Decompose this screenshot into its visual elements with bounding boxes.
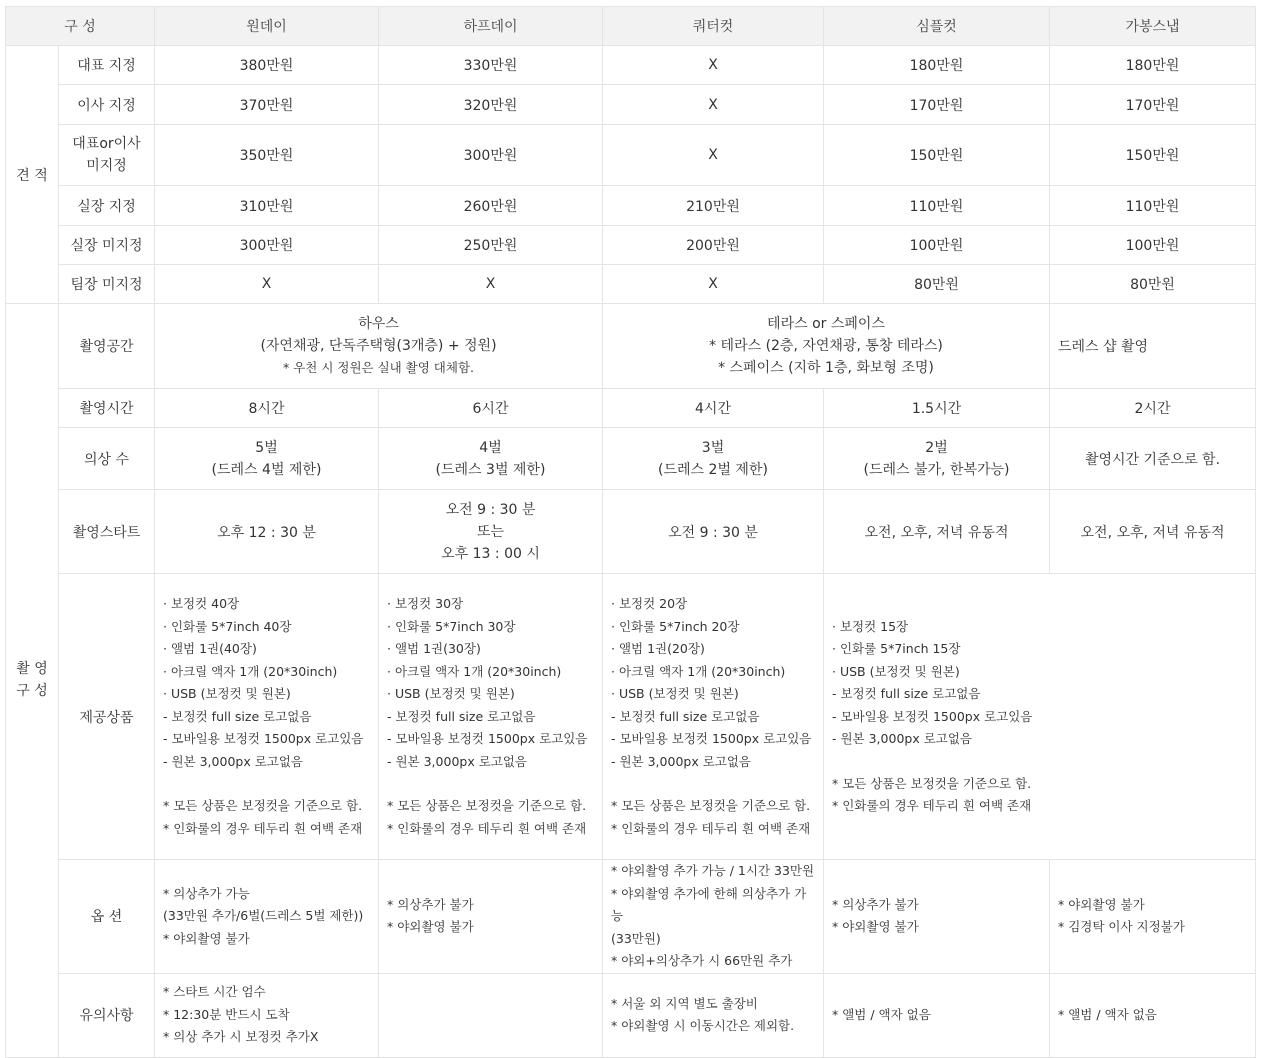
products-row [6, 574, 1256, 860]
price-table [5, 6, 1256, 1058]
row-label: 대표 지정 [59, 46, 155, 85]
options-cell [1050, 860, 1256, 974]
option-line: * 야외+의상추가 시 66만원 추가 [611, 953, 793, 968]
note-line: * 의상 추가 시 보정컷 추가X [163, 1029, 319, 1045]
house-space-cell [155, 304, 603, 389]
price-cell: 300만원 [155, 226, 379, 265]
product-line: - 보정컷 full size 로고없음 [387, 708, 536, 724]
notes-cell [603, 973, 824, 1057]
outfit-cell: 촬영시간 기준으로 함. [1050, 428, 1256, 490]
outfit-cell [379, 428, 603, 490]
option-line: * 야외촬영 불가 [387, 919, 474, 935]
product-line: · 아크릴 액자 1개 (20*30inch) [163, 663, 338, 679]
product-line: * 인화룰의 경우 테두리 흰 여백 존재 [387, 820, 587, 836]
group-label-line: 촬 영 [16, 661, 48, 678]
row-label: 실장 미지정 [59, 226, 155, 265]
row-label-line: 대표or이사 [72, 136, 141, 152]
estimate-row [6, 265, 1256, 304]
price-cell: 110만원 [1050, 186, 1256, 226]
header-simplecut: 심플컷 [824, 7, 1050, 46]
row-label: 촬영공간 [59, 304, 155, 389]
outfit-row [6, 428, 1256, 490]
option-line: * 의상추가 불가 [387, 896, 474, 912]
time-cell: 1.5시간 [824, 389, 1050, 428]
start-line: 또는 [476, 523, 505, 540]
price-cell: 260만원 [379, 186, 603, 226]
option-line: * 야외촬영 추가 가능 / 1시간 33만원 [611, 863, 815, 878]
option-line: * 김경탁 이사 지정불가 [1058, 919, 1185, 935]
blank-line [832, 751, 1247, 773]
product-line: * 인화룰의 경우 테두리 흰 여백 존재 [832, 798, 1032, 813]
product-line: · USB (보정컷 및 원본) [832, 663, 960, 679]
option-line: (33만원) [611, 930, 661, 946]
product-line: * 모든 상품은 보정컷을 기준으로 함. [387, 798, 587, 813]
estimate-row [6, 46, 1256, 85]
price-cell: 150만원 [1050, 125, 1256, 186]
product-line: · 아크릴 액자 1개 (20*30inch) [611, 663, 786, 679]
start-row [6, 490, 1256, 574]
outfit-line: (드레스 4벌 제한) [211, 461, 322, 478]
product-line: · 인화룰 5*7inch 30장 [387, 618, 516, 634]
products-cell-quarter [603, 574, 824, 860]
header-quartercut: 쿼터컷 [603, 7, 824, 46]
note-line: * 12:30분 반드시 도착 [163, 1006, 290, 1022]
group-label-line: 구 성 [16, 683, 48, 700]
product-line: · 보정컷 15장 [832, 618, 909, 634]
product-line: * 인화룰의 경우 테두리 흰 여백 존재 [611, 820, 811, 836]
outfit-cell [155, 428, 379, 490]
product-line: · USB (보정컷 및 원본) [163, 686, 291, 701]
row-label: 촬영스타트 [59, 490, 155, 574]
product-line: - 모바일용 보정컷 1500px 로고있음 [163, 731, 364, 746]
header-gabong-snap: 가봉스냅 [1050, 7, 1256, 46]
product-line: * 모든 상품은 보정컷을 기준으로 함. [611, 798, 811, 813]
space-line: * 스페이스 (지하 1층, 화보형 조명) [718, 360, 934, 376]
header-row [6, 7, 1256, 46]
outfit-line: 3벌 [701, 439, 725, 456]
product-line: - 모바일용 보정컷 1500px 로고있음 [832, 708, 1033, 724]
price-cell: X [603, 125, 824, 186]
product-line: - 모바일용 보정컷 1500px 로고있음 [387, 731, 588, 746]
product-line: - 원본 3,000px 로고없음 [832, 731, 972, 746]
product-line: · 인화룰 5*7inch 15장 [832, 641, 961, 656]
option-line: * 야외촬영 추가에 한해 의상추가 가능 [611, 885, 807, 923]
option-line: * 의상추가 가능 [163, 885, 250, 901]
space-line: (자연채광, 단독주택형(3개층) + 정원) [260, 337, 497, 354]
price-cell: 250만원 [379, 226, 603, 265]
price-cell: 370만원 [155, 85, 379, 125]
option-line: * 의상추가 불가 [832, 896, 919, 912]
price-cell: 170만원 [824, 85, 1050, 125]
price-cell: 210만원 [603, 186, 824, 226]
product-line: - 보정컷 full size 로고없음 [163, 708, 312, 724]
row-label-line: 미지정 [86, 158, 127, 174]
start-cell: 오후 12 : 30 분 [155, 490, 379, 574]
price-cell: 380만원 [155, 46, 379, 85]
product-line: · USB (보정컷 및 원본) [611, 686, 739, 701]
blank-line [387, 773, 594, 795]
price-cell: 310만원 [155, 186, 379, 226]
estimate-group-label: 견 적 [6, 46, 59, 304]
product-line: · 앨범 1권(20장) [611, 641, 705, 656]
product-line: · 앨범 1권(40장) [163, 641, 257, 656]
price-cell: 200만원 [603, 226, 824, 265]
price-cell: 100만원 [1050, 226, 1256, 265]
outfit-line: 2벌 [925, 439, 948, 456]
products-cell-oneday [155, 574, 379, 860]
option-line: * 야외촬영 불가 [163, 930, 250, 946]
row-label: 실장 지정 [59, 186, 155, 226]
product-line: · 보정컷 20장 [611, 596, 688, 611]
row-label: 유의사항 [59, 973, 155, 1057]
start-cell: 오전 9 : 30 분 [603, 490, 824, 574]
outfit-line: (드레스 2벌 제한) [658, 461, 768, 478]
option-line: * 야외촬영 불가 [1058, 896, 1145, 912]
product-line: * 모든 상품은 보정컷을 기준으로 함. [832, 775, 1032, 791]
price-cell: 170만원 [1050, 85, 1256, 125]
notes-row [6, 973, 1256, 1057]
estimate-row [6, 186, 1256, 226]
time-cell: 4시간 [603, 389, 824, 428]
option-line: * 야외촬영 불가 [832, 919, 919, 935]
product-line: · 앨범 1권(30장) [387, 641, 481, 656]
price-cell: 180만원 [824, 46, 1050, 85]
shoot-time-row [6, 389, 1256, 428]
outfit-line: (드레스 3벌 제한) [435, 461, 546, 478]
header-oneday: 원데이 [155, 7, 379, 46]
price-cell: 100만원 [824, 226, 1050, 265]
price-cell: 300만원 [379, 125, 603, 186]
price-cell: 350만원 [155, 125, 379, 186]
start-line: 오전 9 : 30 분 [445, 501, 536, 518]
outfit-line: 4벌 [479, 439, 502, 456]
outfit-cell [603, 428, 824, 490]
price-cell: 330만원 [379, 46, 603, 85]
product-line: · 보정컷 40장 [163, 596, 240, 611]
price-cell: 110만원 [824, 186, 1050, 226]
note-line: * 야외촬영 시 이동시간은 제외함. [611, 1018, 795, 1033]
options-cell [155, 860, 379, 974]
product-line: · 보정컷 30장 [387, 596, 464, 611]
products-cell-simple-snap [824, 574, 1256, 860]
notes-cell [155, 973, 379, 1057]
estimate-row [6, 85, 1256, 125]
options-cell [379, 860, 603, 974]
product-line: - 보정컷 full size 로고없음 [832, 686, 981, 701]
price-cell: 320만원 [379, 85, 603, 125]
price-cell: X [379, 265, 603, 304]
shoot-group-label [6, 304, 59, 1058]
note-line: * 서울 외 지역 별도 출장비 [611, 995, 758, 1011]
price-cell: X [155, 265, 379, 304]
notes-cell-empty [379, 973, 603, 1057]
time-cell: 6시간 [379, 389, 603, 428]
price-cell: X [603, 85, 824, 125]
estimate-row [6, 125, 1256, 186]
start-cell: 오전, 오후, 저녁 유동적 [1050, 490, 1256, 574]
snap-space-cell: 드레스 샵 촬영 [1050, 304, 1256, 389]
price-cell: 80만원 [1050, 265, 1256, 304]
time-cell: 2시간 [1050, 389, 1256, 428]
start-cell [379, 490, 603, 574]
row-label: 옵 션 [59, 860, 155, 974]
outfit-cell [824, 428, 1050, 490]
blank-line [163, 773, 370, 795]
product-line: - 원본 3,000px 로고없음 [611, 753, 751, 769]
product-line: · 인화룰 5*7inch 40장 [163, 618, 292, 634]
note-line: * 스타트 시간 엄수 [163, 984, 266, 1000]
terrace-space-cell [603, 304, 1050, 389]
outfit-line: (드레스 불가, 한복가능) [863, 461, 1010, 478]
row-label: 의상 수 [59, 428, 155, 490]
space-line: * 우천 시 정원은 실내 촬영 대체함. [282, 359, 475, 375]
products-cell-halfday [379, 574, 603, 860]
row-label: 촬영시간 [59, 389, 155, 428]
price-cell: 80만원 [824, 265, 1050, 304]
option-line: (33만원 추가/6벌(드레스 5벌 제한)) [163, 908, 364, 923]
row-label: 이사 지정 [59, 85, 155, 125]
row-label [59, 125, 155, 186]
options-row [6, 860, 1256, 974]
price-cell: 180만원 [1050, 46, 1256, 85]
outfit-line: 5벌 [255, 439, 278, 456]
space-line: 테라스 or 스페이스 [767, 316, 885, 332]
row-label: 팀장 미지정 [59, 265, 155, 304]
header-composition: 구 성 [6, 7, 155, 46]
product-line: - 원본 3,000px 로고없음 [163, 753, 303, 769]
price-cell: X [603, 265, 824, 304]
time-cell: 8시간 [155, 389, 379, 428]
notes-cell: * 앨범 / 액자 없음 [824, 973, 1050, 1057]
header-halfday: 하프데이 [379, 7, 603, 46]
space-line: * 테라스 (2층, 자연채광, 통창 테라스) [709, 338, 943, 354]
blank-line [611, 773, 815, 795]
product-line: · 아크릴 액자 1개 (20*30inch) [387, 663, 562, 679]
estimate-row [6, 226, 1256, 265]
shoot-space-row [6, 304, 1256, 389]
row-label: 제공상품 [59, 574, 155, 860]
notes-cell: * 앨범 / 액자 없음 [1050, 973, 1256, 1057]
start-cell: 오전, 오후, 저녁 유동적 [824, 490, 1050, 574]
space-line: 하우스 [358, 315, 399, 332]
price-cell: X [603, 46, 824, 85]
product-line: - 모바일용 보정컷 1500px 로고있음 [611, 731, 812, 746]
options-cell [824, 860, 1050, 974]
product-line: - 원본 3,000px 로고없음 [387, 753, 527, 769]
price-cell: 150만원 [824, 125, 1050, 186]
product-line: · 인화룰 5*7inch 20장 [611, 618, 740, 634]
product-line: * 인화룰의 경우 테두리 흰 여백 존재 [163, 820, 363, 836]
product-line: * 모든 상품은 보정컷을 기준으로 함. [163, 798, 363, 813]
options-cell [603, 860, 824, 974]
product-line: · USB (보정컷 및 원본) [387, 686, 515, 701]
product-line: - 보정컷 full size 로고없음 [611, 708, 760, 724]
start-line: 오후 13 : 00 시 [441, 545, 540, 562]
